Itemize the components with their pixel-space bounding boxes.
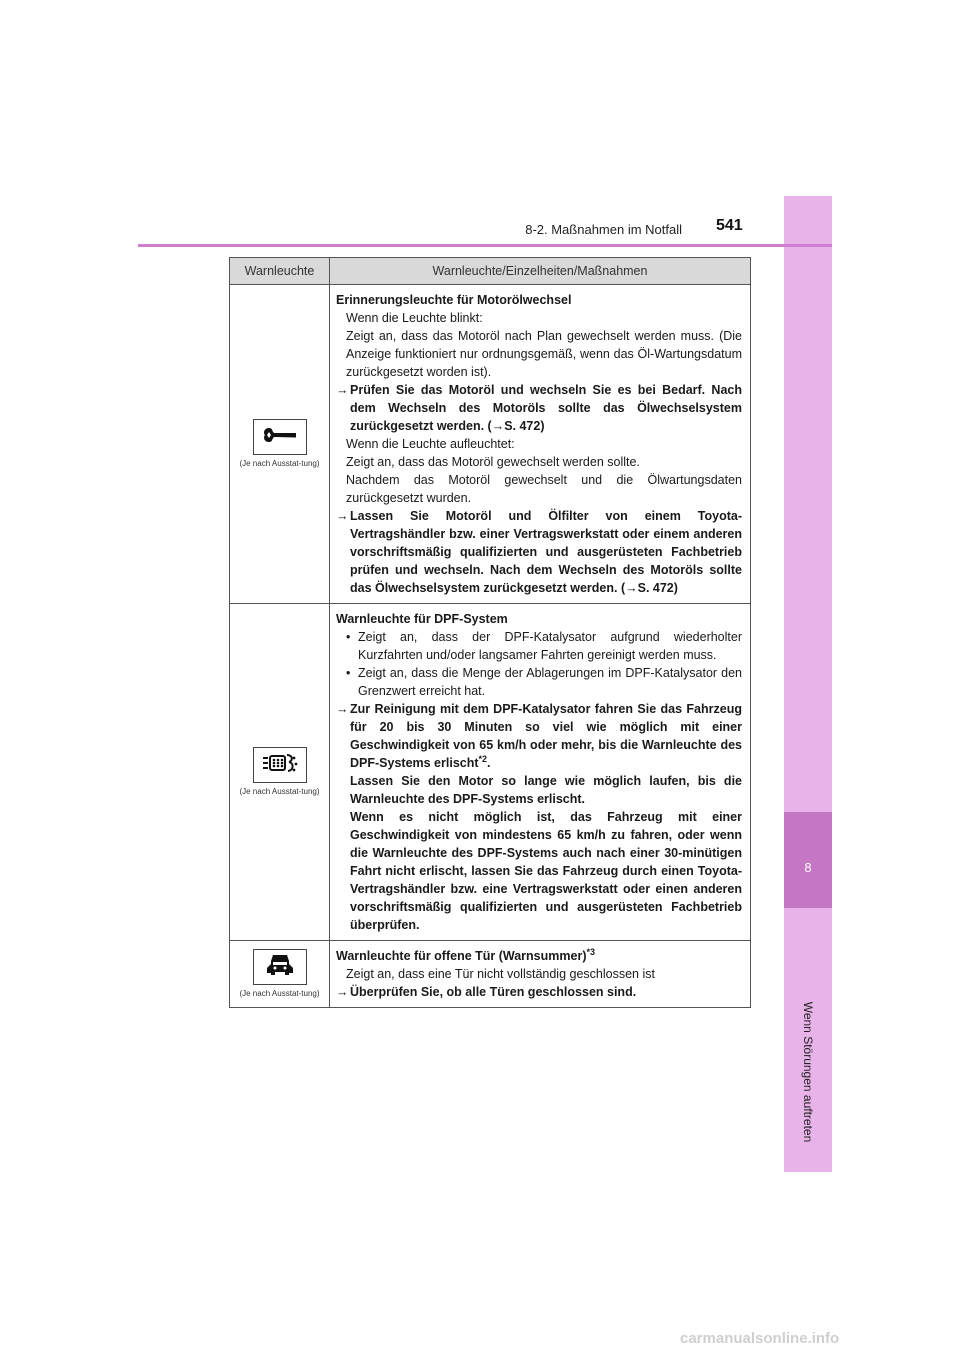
bullet-text: Zeigt an, dass die Menge der Ablagerungen im DPF-Katalysator den Grenzwert erreicht hat. — [358, 666, 742, 698]
arrow-symbol: → — [336, 383, 349, 397]
action-item — [336, 700, 742, 772]
action-item — [336, 772, 742, 808]
condition-heading: Wenn die Leuchte aufleuchtet: — [346, 437, 515, 451]
light-title: Warnleuchte für DPF-System — [336, 612, 508, 626]
action-text: Wenn es nicht möglich ist, das Fahrzeug mit einer Geschwindigkeit von mindestens 65 km/h zu fahren, oder wenn die Warnleuchte des DPF-Systems auch nach einer 30-minütigen Fahrt nicht erlischt, lassen Sie das Fahrzeug durch einen Toyota-Vertragshändler bzw. eine Vertragswerkstatt oder einen anderen vorschriftsmäßig qualifizierten und ausgerüsteten Fachbetrieb überprüfen. — [350, 810, 742, 932]
condition-text: Zeigt an, dass das Motoröl gewechselt werden sollte. — [346, 455, 640, 469]
table-row — [230, 604, 751, 941]
table-row — [230, 285, 751, 604]
col-header-details: Warnleuchte/Einzelheiten/Maßnahmen — [330, 258, 751, 285]
condition-text: Zeigt an, dass das Motoröl nach Plan gewechselt werden muss. (Die Anzeige funktioniert nur ordnungsgemäß, wenn das Öl-Wartungsdatum zurückgesetzt worden ist). — [346, 329, 742, 379]
action-text-end: . — [487, 756, 491, 770]
action-text — [350, 700, 742, 772]
action-item — [336, 507, 742, 597]
icon-note: (Je nach Ausstat-tung) — [239, 989, 320, 998]
description-cell — [330, 941, 751, 1008]
col-header-light: Warnleuchte — [230, 258, 330, 285]
bullet-symbol: • — [346, 666, 351, 680]
icon-note: (Je nach Ausstat-tung) — [239, 459, 320, 468]
table-row — [230, 941, 751, 1008]
arrow-symbol: → — [336, 702, 349, 716]
light-title: Erinnerungsleuchte für Motorölwechsel — [336, 293, 572, 307]
light-title-text: Warnleuchte für offene Tür (Warnsummer) — [336, 949, 587, 963]
bullet-item — [336, 628, 742, 664]
arrow-symbol: → — [336, 985, 349, 999]
icon-frame — [253, 949, 307, 985]
bullet-item — [336, 664, 742, 700]
icon-frame — [253, 419, 307, 455]
description-cell — [330, 604, 751, 941]
condition-text: Nachdem das Motoröl gewechselt und die Ölwartungsdaten zurückgesetzt wurden. — [346, 473, 742, 505]
footnote-ref: *2 — [478, 753, 488, 764]
icon-frame — [253, 747, 307, 783]
action-text: Lassen Sie den Motor so lange wie möglich laufen, bis die Warnleuchte des DPF-Systems erlischt. — [350, 774, 742, 806]
chapter-side-tab — [784, 196, 832, 1172]
chapter-number: 8 — [804, 860, 812, 875]
icon-note: (Je nach Ausstat-tung) — [239, 787, 320, 796]
icon-cell — [230, 604, 330, 941]
table-header-row — [230, 258, 751, 285]
icon-cell — [230, 285, 330, 604]
bullet-text: Zeigt an, dass der DPF-Katalysator aufgrund wiederholter Kurzfahrten und/oder langsamer Fahrten gereinigt werden muss. — [358, 630, 742, 662]
action-item — [336, 983, 742, 1001]
action-text: Lassen Sie Motoröl und Ölfilter von einem Toyota-Vertragshändler bzw. einer Vertragswerkstatt oder einem anderen vorschriftsmäßig qualifizierten und ausgerüsteten Fachbetrieb prüfen und wechseln. Nach dem Wechseln des Motoröls sollte das Ölwechselsystem zurückgesetzt werden. (→S. 472) — [350, 509, 742, 595]
bullet-symbol: • — [346, 630, 351, 644]
action-text-part: Zur Reinigung mit dem DPF-Katalysator fahren Sie das Fahrzeug für 20 bis 30 Minuten so viel wie möglich mit einer Geschwindigkeit von 65 km/h oder mehr, bis die Warnleuchte des DPF-Systems erlischt — [350, 702, 742, 770]
condition-text: Zeigt an, dass eine Tür nicht vollständig geschlossen ist — [346, 967, 655, 981]
arrow-symbol: → — [336, 509, 349, 523]
action-item — [336, 808, 742, 934]
condition-heading: Wenn die Leuchte blinkt: — [346, 311, 483, 325]
open-door-icon — [266, 951, 294, 984]
action-text: Überprüfen Sie, ob alle Türen geschlossen sind. — [350, 985, 637, 999]
action-item — [336, 381, 742, 435]
dpf-icon — [260, 749, 300, 782]
watermark: carmanualsonline.info — [680, 1330, 840, 1347]
light-title — [336, 947, 742, 965]
section-title: 8-2. Maßnahmen im Notfall — [525, 222, 682, 237]
wrench-icon — [262, 424, 298, 451]
description-cell — [330, 285, 751, 604]
chapter-label: Wenn Störungen auftreten — [801, 1001, 815, 1143]
footnote-ref: *3 — [586, 946, 595, 957]
action-text: Prüfen Sie das Motoröl und wechseln Sie es bei Bedarf. Nach dem Wechseln des Motoröls sollte das Ölwechselsystem zurückgesetzt werden. (→S. 472) — [350, 383, 742, 433]
page-number: 541 — [716, 217, 743, 234]
icon-cell — [230, 941, 330, 1008]
header-rule — [138, 244, 832, 247]
warning-light-table — [229, 257, 751, 1008]
